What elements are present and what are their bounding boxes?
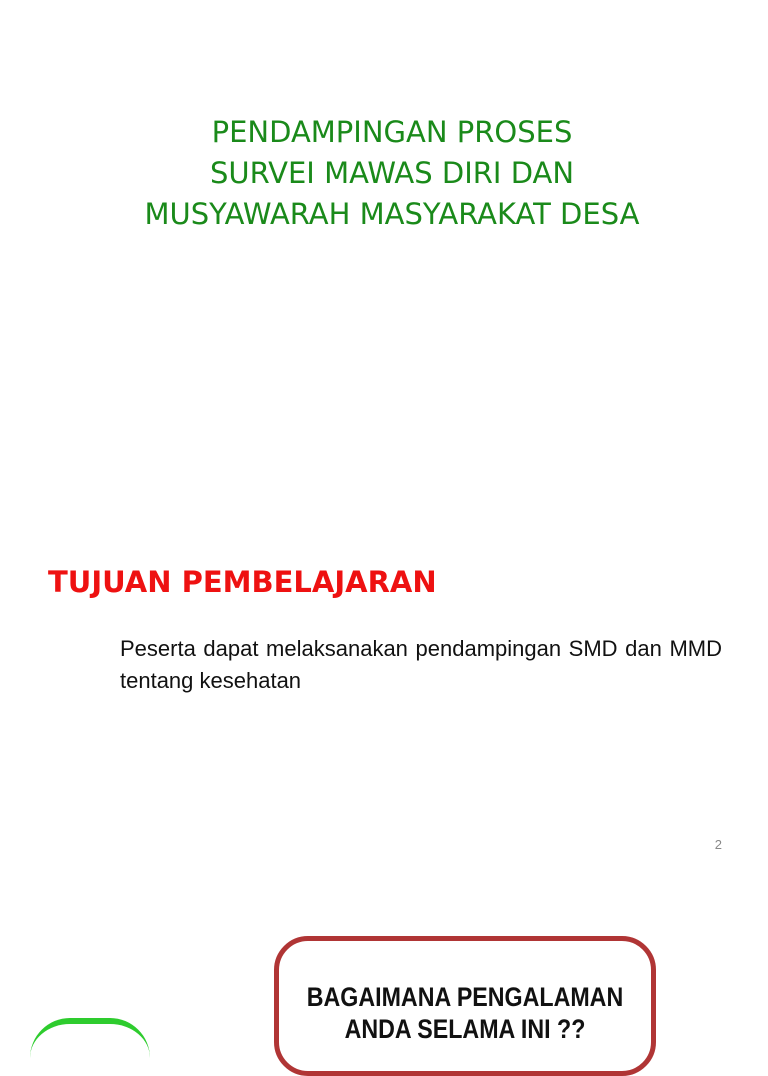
- page-number: 2: [714, 837, 722, 852]
- learning-objectives-heading: TUJUAN PEMBELAJARAN: [48, 565, 437, 599]
- slide-title: [60, 112, 724, 235]
- question-line-1: BAGAIMANA PENGALAMAN: [306, 982, 624, 1012]
- slide-title-line-1: PENDAMPINGAN PROSES: [211, 115, 573, 149]
- slide-title-line-3: MUSYAWARAH MASYARAKAT DESA: [144, 197, 640, 231]
- green-arc-shape: [30, 1018, 150, 1058]
- learning-objectives-text: Peserta dapat melaksanakan pendampingan SMD dan MMD tentang kesehatan: [120, 636, 722, 693]
- slide-title-line-2: SURVEI MAWAS DIRI DAN: [209, 156, 575, 190]
- question-text: [305, 981, 625, 1045]
- question-line-2: ANDA SELAMA INI ??: [344, 1014, 586, 1044]
- question-callout-box: [274, 936, 656, 1076]
